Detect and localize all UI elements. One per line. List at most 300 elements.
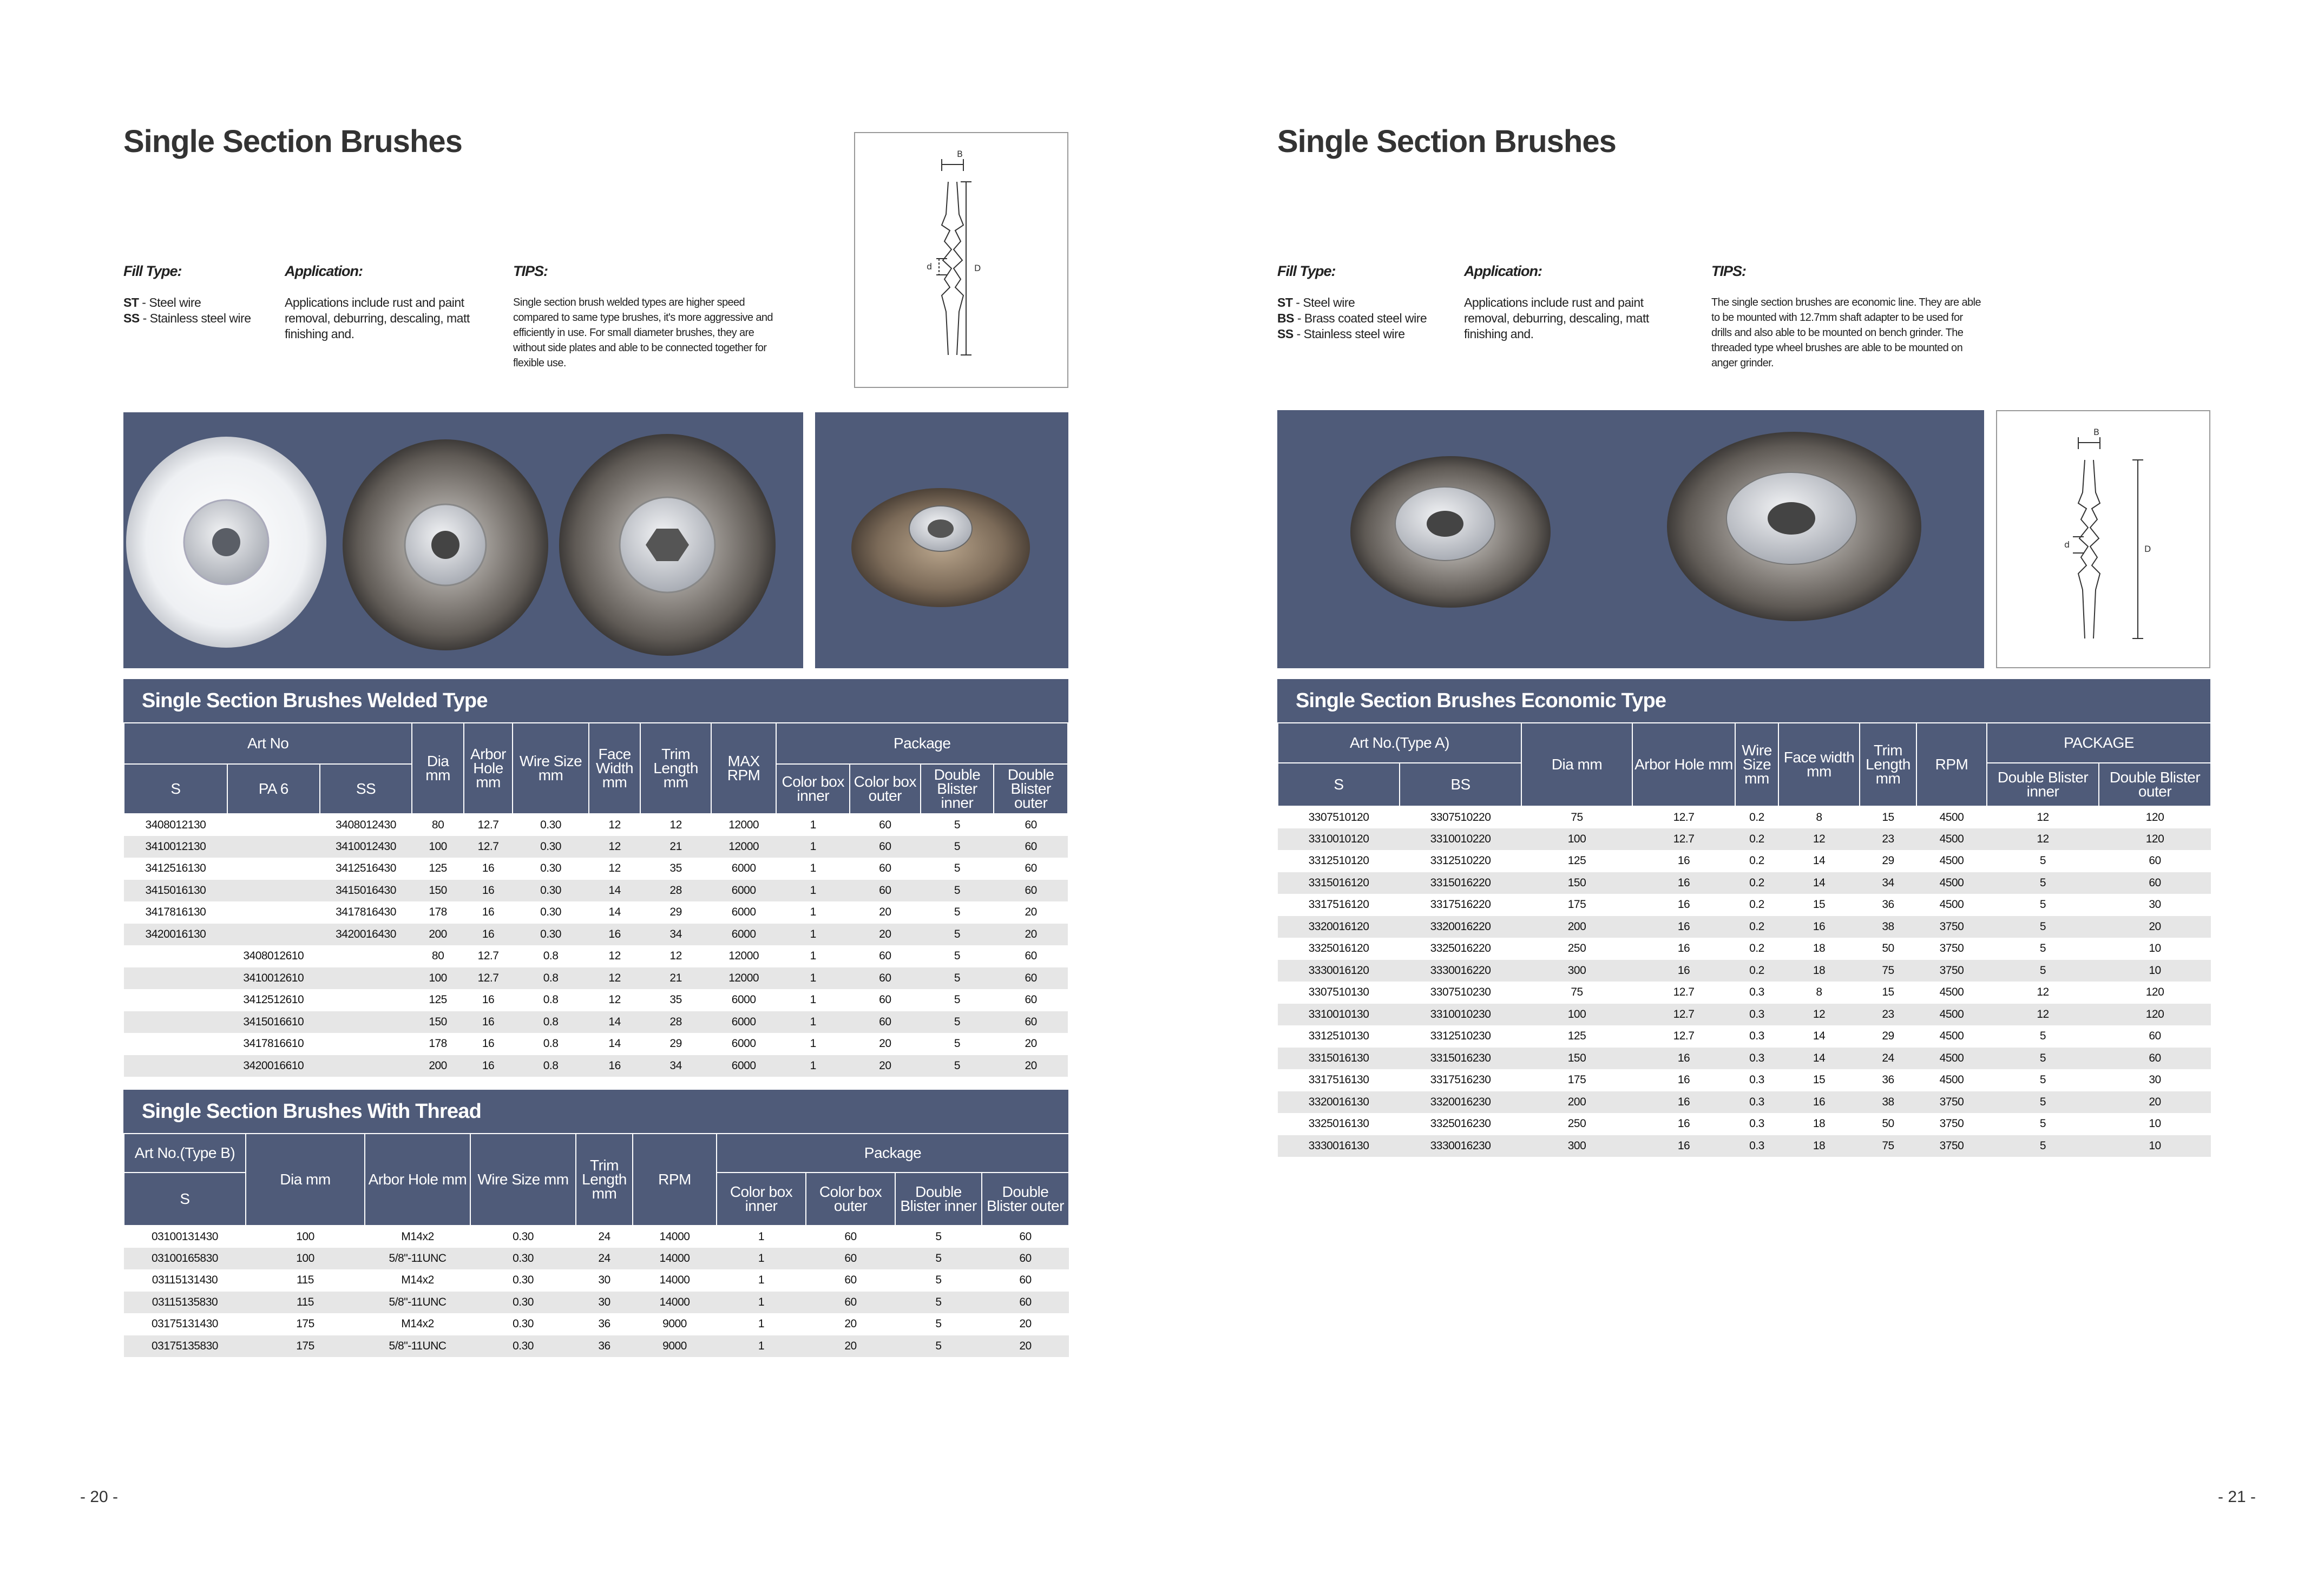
table-cell: 0.2	[1749, 811, 1764, 824]
table-cell: 6000	[731, 993, 756, 1006]
table-row	[124, 901, 1068, 924]
table-row	[1278, 960, 2211, 982]
table-row	[124, 836, 1068, 858]
table-cell: 12	[669, 818, 682, 831]
table-cell: 5	[1987, 960, 2099, 982]
right-page-number: - 21 -	[2218, 1488, 2256, 1506]
col-header-arbor-hole: Arbor Hole mm	[1632, 723, 1735, 806]
table-cell: 30	[2149, 898, 2161, 911]
table-cell: 0.2	[1735, 960, 1778, 982]
table-row	[1278, 938, 2211, 960]
table-cell: 29	[669, 906, 682, 919]
table-cell: 6000	[711, 880, 777, 902]
table-cell: 60	[1019, 1230, 1032, 1243]
table-row	[124, 1335, 1069, 1358]
table-cell: 3320016230	[1400, 1091, 1521, 1114]
table-cell: 12000	[711, 836, 777, 858]
table-cell: 0.8	[543, 950, 559, 963]
left-page-title: Single Section Brushes	[123, 124, 462, 159]
table-cell: 175	[246, 1335, 365, 1358]
table-row	[124, 924, 1068, 946]
brush-profile-drawing	[1997, 411, 2209, 667]
diagram-label-D: D	[2144, 544, 2151, 554]
welded-type-table	[123, 722, 1068, 1077]
table-cell: 100	[246, 1248, 365, 1270]
table-cell: 60	[850, 880, 921, 902]
table-cell: 03100131430	[152, 1230, 218, 1243]
table-cell: 3415016430	[320, 880, 412, 902]
table-cell: 60	[806, 1292, 895, 1314]
table-cell: 3410012610	[227, 967, 320, 990]
table-cell: 36	[598, 1318, 610, 1331]
table-cell: 60	[994, 967, 1068, 990]
table-cell: 5	[2039, 1074, 2046, 1086]
table-cell: 6000	[731, 906, 756, 919]
table-cell: 5/8"-11UNC	[365, 1248, 470, 1270]
col-header-art-no-type-b: Art No.(Type B)	[124, 1134, 246, 1173]
table-cell: 14	[608, 906, 621, 919]
table-cell: 3750	[1916, 960, 1987, 982]
table-cell: 20	[1025, 906, 1037, 919]
table-cell: 6000	[711, 1011, 777, 1033]
table-row	[124, 1226, 1069, 1248]
table-cell: 20	[879, 906, 891, 919]
table-cell: 125	[1567, 854, 1586, 867]
table-row	[1278, 1069, 2211, 1091]
table-cell: 15	[1882, 811, 1894, 824]
table-cell: 12	[589, 836, 640, 858]
left-tips-text: Single section brush welded types are higher speed compared to same type brushes, it's more aggressive and efficiently in use. For small diameter brushes, they are without side plates and able to be connected together for flexible use.	[513, 297, 773, 369]
table-cell: 12	[608, 862, 621, 875]
fill-type-item	[1277, 311, 1461, 326]
table-cell: 3320016130	[1278, 1091, 1400, 1114]
table-cell: 1	[717, 1335, 806, 1358]
table-cell: 120	[2099, 1004, 2211, 1026]
table-cell: 3408012130	[145, 818, 206, 831]
table-row	[124, 1292, 1069, 1314]
table-cell: 15	[1813, 898, 1826, 911]
table-cell: 5	[921, 967, 994, 990]
table-cell: 20	[850, 924, 921, 946]
table-cell: 200	[412, 924, 463, 946]
col-header-double-blister-outer: Double Blister outer	[994, 764, 1068, 814]
table-cell: 150	[1521, 1048, 1632, 1070]
table-cell: 0.30	[540, 906, 561, 919]
table-cell: 60	[2149, 1030, 2161, 1043]
brush-wheels-image	[123, 412, 803, 668]
table-cell: 10	[2099, 1135, 2211, 1157]
table-cell: 60	[2099, 872, 2211, 894]
table-cell: 16	[589, 1055, 640, 1077]
table-cell: 0.30	[513, 924, 589, 946]
table-row	[124, 1313, 1069, 1335]
table-cell: 125	[1567, 1030, 1586, 1043]
table-cell: 75	[1571, 811, 1583, 824]
table-cell: 5	[921, 1011, 994, 1033]
col-header-dia: Dia mm	[246, 1134, 365, 1226]
table-row	[124, 945, 1068, 967]
thread-table-title: Single Section Brushes With Thread	[123, 1090, 1068, 1133]
table-cell: 3312510220	[1430, 854, 1491, 867]
table-cell: 3330016130	[1278, 1135, 1400, 1157]
table-cell: 16	[1778, 916, 1860, 938]
table-cell: 5	[921, 1055, 994, 1077]
table-cell: 3420016610	[227, 1055, 320, 1077]
table-cell: 12	[2037, 986, 2049, 999]
table-cell	[124, 989, 227, 1011]
table-cell: 5	[2039, 1117, 2046, 1130]
right-tips-label: TIPS:	[1711, 263, 1747, 279]
diagram-label-b: B	[2093, 427, 2099, 437]
table-cell: 3410012430	[320, 836, 412, 858]
table-cell: 5	[2039, 942, 2046, 955]
table-cell: 3307510120	[1308, 811, 1369, 824]
left-application-label: Application:	[285, 263, 363, 279]
table-cell: 8	[1816, 811, 1822, 824]
table-cell: 4500	[1939, 854, 1964, 867]
table-cell: 60	[879, 950, 891, 963]
table-cell: 16	[1677, 942, 1690, 955]
thread-table-body	[124, 1226, 1069, 1357]
table-cell: 38	[1860, 916, 1916, 938]
table-cell: 9000	[633, 1335, 717, 1358]
economic-table-title: Single Section Brushes Economic Type	[1277, 679, 2210, 722]
table-cell: 0.30	[540, 818, 561, 831]
table-row	[1278, 982, 2211, 1004]
table-cell: 3417816130	[145, 906, 206, 919]
table-cell: 12	[608, 950, 621, 963]
table-cell: 120	[2145, 811, 2164, 824]
table-cell: 14	[1813, 1030, 1826, 1043]
right-tips-text: The single section brushes are economic line. They are able to be mounted with 12.7mm shaft adapter to be used for drills and also able to be mounted on bench grinder. The threaded type wheel brushes are able to be mounted on anger grinder.	[1711, 297, 1981, 369]
table-cell: 16	[1677, 898, 1690, 911]
table-cell: 20	[879, 1037, 891, 1050]
fill-type-desc: - Steel wire	[139, 295, 201, 310]
table-cell: 5	[954, 1037, 961, 1050]
table-cell: 10	[2099, 960, 2211, 982]
col-header-double-blister-inner: Double Blister inner	[1987, 763, 2099, 806]
table-cell: 3412516430	[336, 862, 396, 875]
col-header-wire-size: Wire Size mm	[470, 1134, 576, 1226]
table-cell: 14000	[659, 1274, 690, 1287]
table-cell	[320, 1011, 412, 1033]
brush-dimension-diagram	[854, 132, 1068, 388]
table-cell: 3317516130	[1308, 1074, 1369, 1086]
table-cell: 0.3	[1749, 986, 1764, 999]
table-cell: 18	[1813, 1117, 1826, 1130]
col-header-rpm: RPM	[633, 1134, 717, 1226]
table-cell: 0.3	[1749, 1117, 1764, 1130]
table-cell: 5	[921, 836, 994, 858]
table-cell: 3307510220	[1430, 811, 1491, 824]
table-cell: 3312510130	[1308, 1030, 1369, 1043]
table-cell: 30	[2149, 1074, 2161, 1086]
table-cell: 1	[717, 1292, 806, 1314]
table-cell: 5/8"-11UNC	[365, 1335, 470, 1358]
table-cell: 3408012430	[336, 818, 396, 831]
table-cell: 03115131430	[152, 1274, 218, 1287]
col-header-color-box-outer: Color box outer	[806, 1173, 895, 1226]
col-header-ss: SS	[320, 764, 412, 814]
table-cell: 6000	[731, 862, 756, 875]
table-cell: 1	[717, 1248, 806, 1270]
table-cell: 75	[1860, 960, 1916, 982]
table-cell: 4500	[1939, 1030, 1964, 1043]
table-cell: 0.3	[1749, 1074, 1764, 1086]
table-cell: 1	[758, 1230, 765, 1243]
table-cell: M14x2	[401, 1230, 434, 1243]
table-cell: 20	[844, 1318, 857, 1331]
fill-type-code: BS	[1277, 311, 1294, 325]
table-cell: 20	[982, 1335, 1069, 1358]
table-cell: 60	[1019, 1274, 1032, 1287]
table-cell: 60	[850, 1011, 921, 1033]
brush-dimension-diagram	[1996, 410, 2210, 668]
table-cell: 0.3	[1735, 1135, 1778, 1157]
right-fill-type-label: Fill Type:	[1277, 263, 1336, 279]
fill-type-item	[123, 295, 280, 311]
table-cell: 3320016220	[1400, 916, 1521, 938]
table-cell: 0.2	[1735, 828, 1778, 851]
table-cell: 175	[1567, 898, 1586, 911]
table-cell: 12.7	[1632, 1004, 1735, 1026]
table-cell: 12.7	[1673, 986, 1695, 999]
table-cell: 5	[935, 1318, 942, 1331]
table-cell: 5	[2039, 854, 2046, 867]
product-photo-thread	[815, 412, 1068, 668]
table-cell: 12.7	[477, 818, 499, 831]
table-cell: 100	[296, 1230, 314, 1243]
col-header-double-blister-inner: Double Blister inner	[895, 1173, 982, 1226]
table-cell: 30	[598, 1274, 610, 1287]
table-cell: 03175131430	[152, 1318, 218, 1331]
table-cell: 1	[776, 1055, 850, 1077]
table-cell: 0.3	[1735, 1048, 1778, 1070]
table-cell: 80	[431, 950, 444, 963]
table-cell: 3310010120	[1278, 828, 1400, 851]
table-cell: 60	[994, 1011, 1068, 1033]
table-cell: 16	[464, 1011, 513, 1033]
table-row	[124, 880, 1068, 902]
table-cell: 100	[1521, 828, 1632, 851]
table-cell: 60	[844, 1274, 857, 1287]
brush-profile-drawing	[855, 133, 1067, 387]
table-row	[1278, 1048, 2211, 1070]
table-cell: 3315016120	[1278, 872, 1400, 894]
table-cell: 0.2	[1735, 916, 1778, 938]
col-header-color-box-outer: Color box outer	[850, 764, 921, 814]
diagram-label-b: B	[957, 149, 963, 159]
table-cell: 12	[1778, 1004, 1860, 1026]
col-header-color-box-inner: Color box inner	[776, 764, 850, 814]
table-row	[1278, 894, 2211, 916]
table-cell: 28	[640, 1011, 711, 1033]
table-cell: 12	[1987, 828, 2099, 851]
table-cell: 14	[1813, 854, 1826, 867]
table-cell: 16	[589, 924, 640, 946]
table-row	[124, 1033, 1068, 1055]
table-cell: 12.7	[1673, 811, 1695, 824]
table-cell: 28	[640, 880, 711, 902]
economic-table-body	[1278, 806, 2211, 1157]
table-cell: 4500	[1939, 811, 1964, 824]
table-cell: 120	[2145, 986, 2164, 999]
table-cell: 5	[1987, 916, 2099, 938]
table-cell: 12	[608, 818, 621, 831]
table-cell: 60	[1025, 950, 1037, 963]
table-cell: 60	[2099, 1048, 2211, 1070]
table-cell: 4500	[1916, 828, 1987, 851]
table-cell: 3750	[1916, 1091, 1987, 1114]
col-header-s: S	[1278, 763, 1400, 806]
table-row	[124, 1011, 1068, 1033]
table-cell	[320, 967, 412, 990]
table-cell: 5	[1987, 1048, 2099, 1070]
col-header-double-blister-inner: Double Blister inner	[921, 764, 994, 814]
table-row	[1278, 1113, 2211, 1135]
table-cell: 14	[1778, 1048, 1860, 1070]
table-cell: 16	[1632, 960, 1735, 982]
table-cell: 20	[850, 1055, 921, 1077]
table-cell: 60	[1025, 818, 1037, 831]
table-cell: 60	[1025, 993, 1037, 1006]
table-cell: 1	[776, 967, 850, 990]
table-cell: 60	[844, 1230, 857, 1243]
product-photo-welded	[123, 412, 803, 668]
right-fill-type-list	[1277, 295, 1461, 342]
table-cell: 5	[921, 880, 994, 902]
table-cell: 35	[669, 862, 682, 875]
table-cell: 1	[776, 836, 850, 858]
table-cell: 24	[1860, 1048, 1916, 1070]
table-cell: 16	[482, 906, 495, 919]
table-cell: 3325016220	[1430, 942, 1491, 955]
table-cell: 4500	[1939, 986, 1964, 999]
table-cell	[227, 901, 320, 924]
table-cell: 5	[954, 993, 961, 1006]
table-cell: 3420016130	[124, 924, 227, 946]
table-cell: 75	[1860, 1135, 1916, 1157]
table-cell: 16	[1632, 872, 1735, 894]
table-cell: 3317516220	[1430, 898, 1491, 911]
table-cell: 1	[776, 880, 850, 902]
fill-type-item	[1277, 295, 1461, 311]
table-cell: 10	[2149, 942, 2161, 955]
table-cell	[320, 945, 412, 967]
table-cell: 4500	[1916, 1048, 1987, 1070]
table-cell: 5	[895, 1292, 982, 1314]
col-header-double-blister-outer: Double Blister outer	[982, 1173, 1069, 1226]
table-row	[1278, 872, 2211, 894]
table-cell: 36	[1882, 898, 1894, 911]
table-cell: 200	[1521, 916, 1632, 938]
table-cell: 4500	[1916, 1004, 1987, 1026]
table-row	[1278, 1025, 2211, 1048]
table-cell: 5	[954, 950, 961, 963]
col-header-s: S	[124, 764, 227, 814]
table-cell: 5	[954, 862, 961, 875]
table-cell: 60	[879, 862, 891, 875]
table-cell: 18	[1778, 960, 1860, 982]
table-cell: 3330016230	[1400, 1135, 1521, 1157]
table-cell: 175	[1567, 1074, 1586, 1086]
col-header-dia: Dia mm	[1521, 723, 1632, 806]
table-cell: 178	[429, 1037, 447, 1050]
table-cell: 3412512610	[243, 993, 304, 1006]
table-cell: 175	[296, 1318, 314, 1331]
fill-type-code: SS	[123, 311, 140, 325]
col-header-arbor-hole: Arbor Hole mm	[365, 1134, 470, 1226]
table-cell: 1	[810, 906, 816, 919]
table-cell: 20	[2099, 916, 2211, 938]
table-cell: 8	[1816, 986, 1822, 999]
table-cell: 16	[1632, 916, 1735, 938]
table-cell	[227, 924, 320, 946]
table-cell: 0.30	[513, 880, 589, 902]
table-row	[1278, 916, 2211, 938]
table-cell: 1	[758, 1318, 765, 1331]
table-row	[1278, 1004, 2211, 1026]
table-row	[1278, 828, 2211, 851]
table-cell	[227, 814, 320, 836]
right-page-title: Single Section Brushes	[1277, 124, 1616, 159]
table-cell	[320, 1033, 412, 1055]
table-cell: M14x2	[401, 1274, 434, 1287]
table-cell: 12000	[728, 818, 759, 831]
col-header-art-no: Art No	[124, 723, 412, 764]
table-cell: 100	[1521, 1004, 1632, 1026]
table-cell: 15	[1882, 986, 1894, 999]
table-cell: 21	[640, 836, 711, 858]
col-header-pa6: PA 6	[227, 764, 320, 814]
left-tips-label: TIPS:	[513, 263, 548, 279]
table-cell: 100	[412, 967, 463, 990]
col-header-package: Package	[717, 1134, 1069, 1173]
table-cell: 3325016130	[1308, 1117, 1369, 1130]
table-cell: 150	[412, 1011, 463, 1033]
table-cell: 0.30	[513, 836, 589, 858]
fill-type-code: ST	[1277, 295, 1293, 310]
table-cell: 12000	[711, 967, 777, 990]
table-cell	[124, 1011, 227, 1033]
table-cell: 5	[2039, 898, 2046, 911]
table-cell: 20	[994, 924, 1068, 946]
table-cell: 16	[1677, 1074, 1690, 1086]
table-cell: 5	[1987, 1091, 2099, 1114]
table-cell: 60	[879, 993, 891, 1006]
table-cell	[320, 989, 412, 1011]
table-cell: 3310010230	[1400, 1004, 1521, 1026]
table-cell: 1	[810, 862, 816, 875]
table-cell: 0.30	[470, 1292, 576, 1314]
table-cell: 5/8"-11UNC	[365, 1292, 470, 1314]
table-cell: 12.7	[1673, 1030, 1695, 1043]
table-cell: 3312510230	[1430, 1030, 1491, 1043]
col-header-face-width: Face width mm	[1778, 723, 1860, 806]
table-cell: 5	[935, 1274, 942, 1287]
table-cell: 3310010220	[1400, 828, 1521, 851]
table-cell: 120	[2099, 828, 2211, 851]
table-cell: 50	[1882, 942, 1894, 955]
table-cell: 03115135830	[124, 1292, 246, 1314]
table-cell: 3410012130	[124, 836, 227, 858]
table-cell: 1	[776, 1011, 850, 1033]
table-cell: 3750	[1916, 916, 1987, 938]
table-cell: 75	[1571, 986, 1583, 999]
table-cell: 3317516230	[1430, 1074, 1491, 1086]
thread-brush-image	[815, 412, 1068, 668]
table-cell: 29	[1882, 1030, 1894, 1043]
